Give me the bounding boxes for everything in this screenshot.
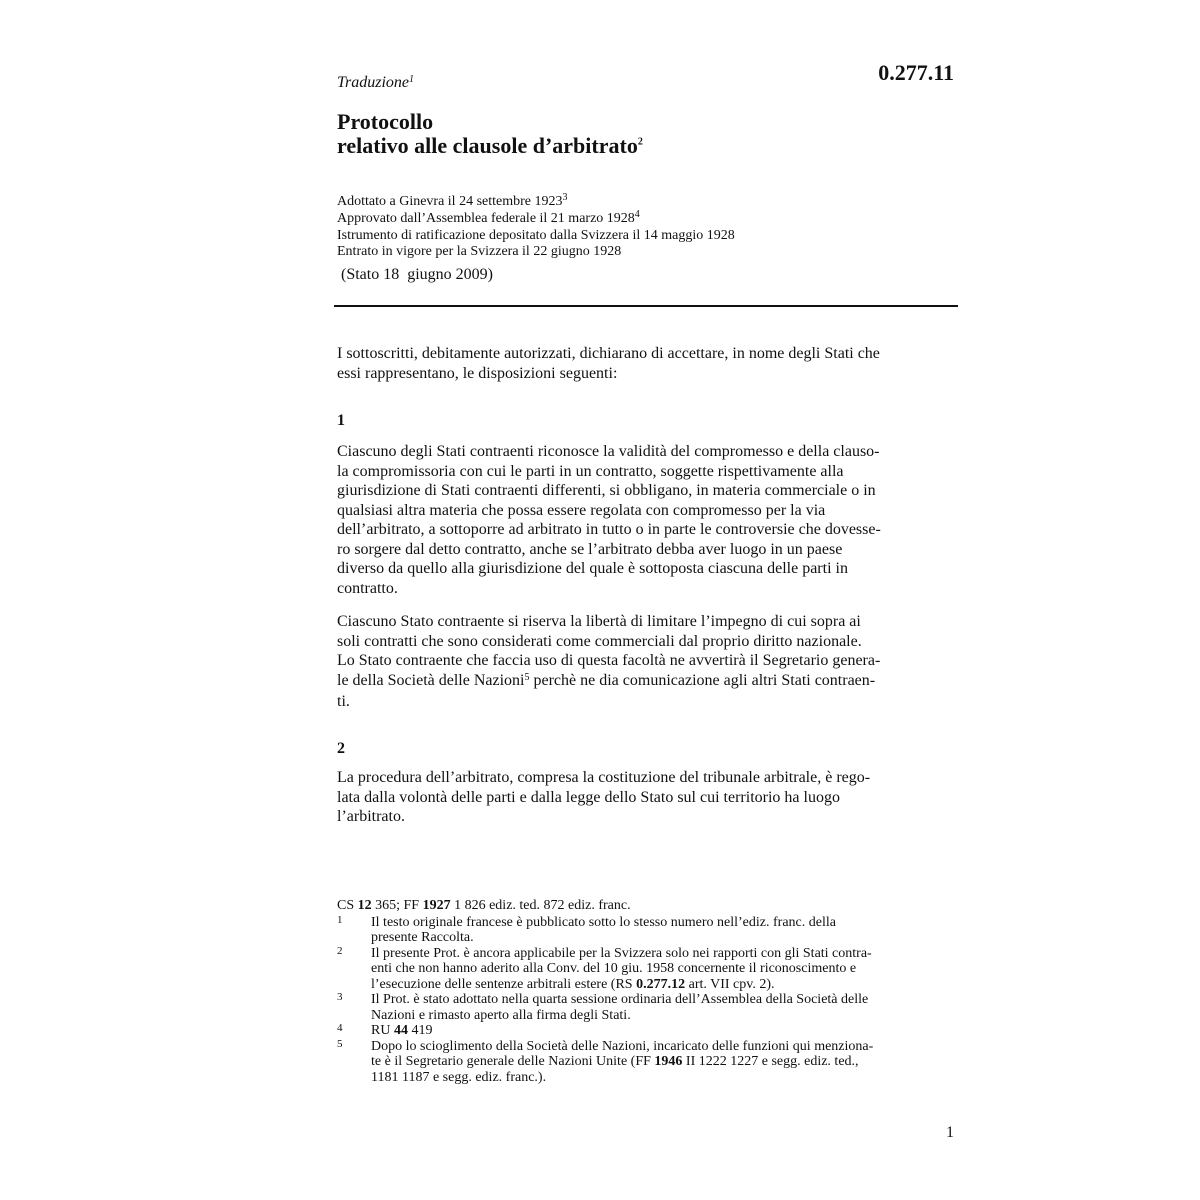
paragraph-text: perchè ne dia comunicazione agli altri Stati contraen- <box>529 671 876 689</box>
paragraph-line: lata dalla volontà delle parti e dalla legge dello Stato sul cui territorio ha luogo <box>337 788 840 806</box>
source-text: 1 826 ediz. ted. 872 ediz. franc. <box>450 898 631 913</box>
page-number: 1 <box>946 1124 954 1141</box>
paragraph-line: Ciascuno Stato contraente si riserva la libertà di limitare l’impegno di cui sopra ai <box>337 613 861 630</box>
footnote-text: art. VII cpv. 2). <box>685 976 775 992</box>
paragraph-line: l’arbitrato. <box>337 808 405 825</box>
title-line-1: Protocollo <box>337 109 434 134</box>
paragraph-line: soli contratti che sono considerati come commerciali dal proprio diritto nazionale. <box>337 632 862 650</box>
paragraph-line <box>337 671 954 693</box>
meta-approved-text: Approvato dall’Assemblea federale il 21 marzo 1928 <box>337 211 635 226</box>
footnote-text: II 1222 1227 e segg. ediz. ted., <box>682 1054 859 1069</box>
paragraph-text: le della Società delle Nazioni <box>337 671 525 689</box>
footnote-ref-1[interactable]: 1 <box>409 74 415 85</box>
source-text: CS <box>337 898 358 913</box>
footnote-line <box>371 1054 954 1070</box>
paragraph-line: contratto. <box>337 579 398 597</box>
footnote-number: 2 <box>337 944 343 957</box>
source-text: 12 <box>357 898 372 913</box>
footnote-text: RU <box>371 1023 394 1038</box>
paragraph-line: diverso da quello alla giurisdizione del quale è sottoposta ciascuna delle parti in <box>337 560 848 577</box>
footnote-text: l’esecuzione delle sentenze arbitrali estere (RS <box>371 976 637 992</box>
footnote-line: 1181 1187 e segg. ediz. franc.). <box>371 1069 547 1085</box>
footnotes <box>337 898 954 1085</box>
source-text: 365; FF <box>371 898 423 913</box>
paragraph-line: Lo Stato contraente che faccia uso di questa facoltà ne avvertirà il Segretario genera- <box>337 652 881 669</box>
meta-in-force: Entrato in vigore per la Svizzera il 22 giugno 1928 <box>337 244 622 259</box>
footnote-line: Il presente Prot. è ancora applicabile per la Svizzera solo nei rapporti con gli Stati contra- <box>371 945 872 961</box>
footnote-4 <box>337 1023 954 1039</box>
paragraph-line: qualsiasi altra materia che possa essere regolata con compromesso per la via <box>337 501 826 519</box>
footnote-1 <box>337 915 954 946</box>
meta-adopted-text: Adottato a Ginevra il 24 settembre 1923 <box>337 194 563 209</box>
source-reference <box>337 898 954 914</box>
footnote-5 <box>337 1039 954 1086</box>
section-1-heading: 1 <box>337 412 345 429</box>
footnote-ref-3[interactable]: 3 <box>562 192 568 203</box>
header-divider <box>334 305 958 307</box>
paragraph-line: Ciascuno degli Stati contraenti riconosce la validità del compromesso e della clauso- <box>337 443 880 460</box>
footnote-line <box>371 977 954 993</box>
footnote-line: enti che non hanno aderito alla Conv. del 10 giu. 1958 concernente il riconoscimento e <box>371 961 857 976</box>
section-1-paragraph-1 <box>337 442 954 598</box>
paragraph-line: giurisdizione di Stati contraenti differenti, si obbligano, in materia commerciale o in <box>337 482 876 499</box>
meta-approved <box>337 211 735 228</box>
footnote-text: 44 <box>393 1023 408 1038</box>
preamble-line: I sottoscritti, debitamente autorizzati, dichiarano di accettare, in nome degli Stati che <box>337 345 880 362</box>
paragraph-line: ti. <box>337 693 350 710</box>
footnote-text: 419 <box>407 1023 433 1038</box>
translation-text: Traduzione <box>337 74 410 91</box>
meta-ratification: Istrumento di ratificazione depositato dalla Svizzera il 14 maggio 1928 <box>337 228 735 243</box>
document-number: 0.277.11 <box>878 60 954 85</box>
paragraph-line: ro sorgere dal detto contratto, anche se l’arbitrato debba aver luogo in un paese <box>337 540 843 558</box>
translation-label <box>337 74 414 92</box>
footnote-number: 3 <box>337 991 343 1003</box>
document-title <box>337 110 643 158</box>
preamble-line: essi rappresentano, le disposizioni seguenti: <box>337 364 618 382</box>
footnote-line: Il testo originale francese è pubblicato sotto lo stesso numero nell’ediz. franc. della <box>371 914 836 930</box>
title-line-2-text: relativo alle clausole d’arbitrato <box>337 133 638 158</box>
footnote-line: presente Raccolta. <box>371 930 474 945</box>
footnote-line: Nazioni e rimasto aperto alla firma degli Stati. <box>371 1007 631 1023</box>
paragraph-line: dell’arbitrato, a sottoporre ad arbitrato in tutto o in parte le controversie che dovesse- <box>337 521 881 538</box>
status-date: (Stato 18 giugno 2009) <box>341 266 493 283</box>
footnote-ref-2[interactable]: 2 <box>637 136 643 148</box>
source-text: 1927 <box>422 898 451 913</box>
document-metadata <box>337 194 735 260</box>
footnote-link[interactable]: 0.277.12 <box>636 976 686 992</box>
footnote-line: Il Prot. è stato adottato nella quarta sessione ordinaria dell’Assemblea della Società delle <box>371 992 869 1007</box>
footnote-ref-5[interactable]: 5 <box>524 671 530 683</box>
meta-adopted <box>337 194 735 211</box>
footnote-3 <box>337 992 954 1023</box>
footnote-text: te è il Segretario generale delle Nazioni Unite (FF <box>371 1054 655 1069</box>
section-2-heading: 2 <box>337 740 345 757</box>
section-2-paragraph <box>337 768 954 827</box>
footnote-text: 1946 <box>654 1054 683 1069</box>
footnote-ref-4[interactable]: 4 <box>634 209 640 220</box>
footnote-line: Dopo lo scioglimento della Società delle Nazioni, incaricato delle funzioni qui menziona- <box>371 1038 874 1054</box>
footnote-number: 1 <box>337 913 343 926</box>
paragraph-line: la compromissoria con cui le parti in un contratto, soggette rispettivamente alla <box>337 462 844 480</box>
footnote-2 <box>337 946 954 993</box>
footnote-number: 5 <box>337 1037 343 1050</box>
footnote-number: 4 <box>337 1022 343 1034</box>
paragraph-line: La procedura dell’arbitrato, compresa la costituzione del tribunale arbitrale, è rego- <box>337 769 871 786</box>
title-line-2 <box>337 134 643 158</box>
section-1-paragraph-2 <box>337 612 954 712</box>
preamble <box>337 344 954 383</box>
